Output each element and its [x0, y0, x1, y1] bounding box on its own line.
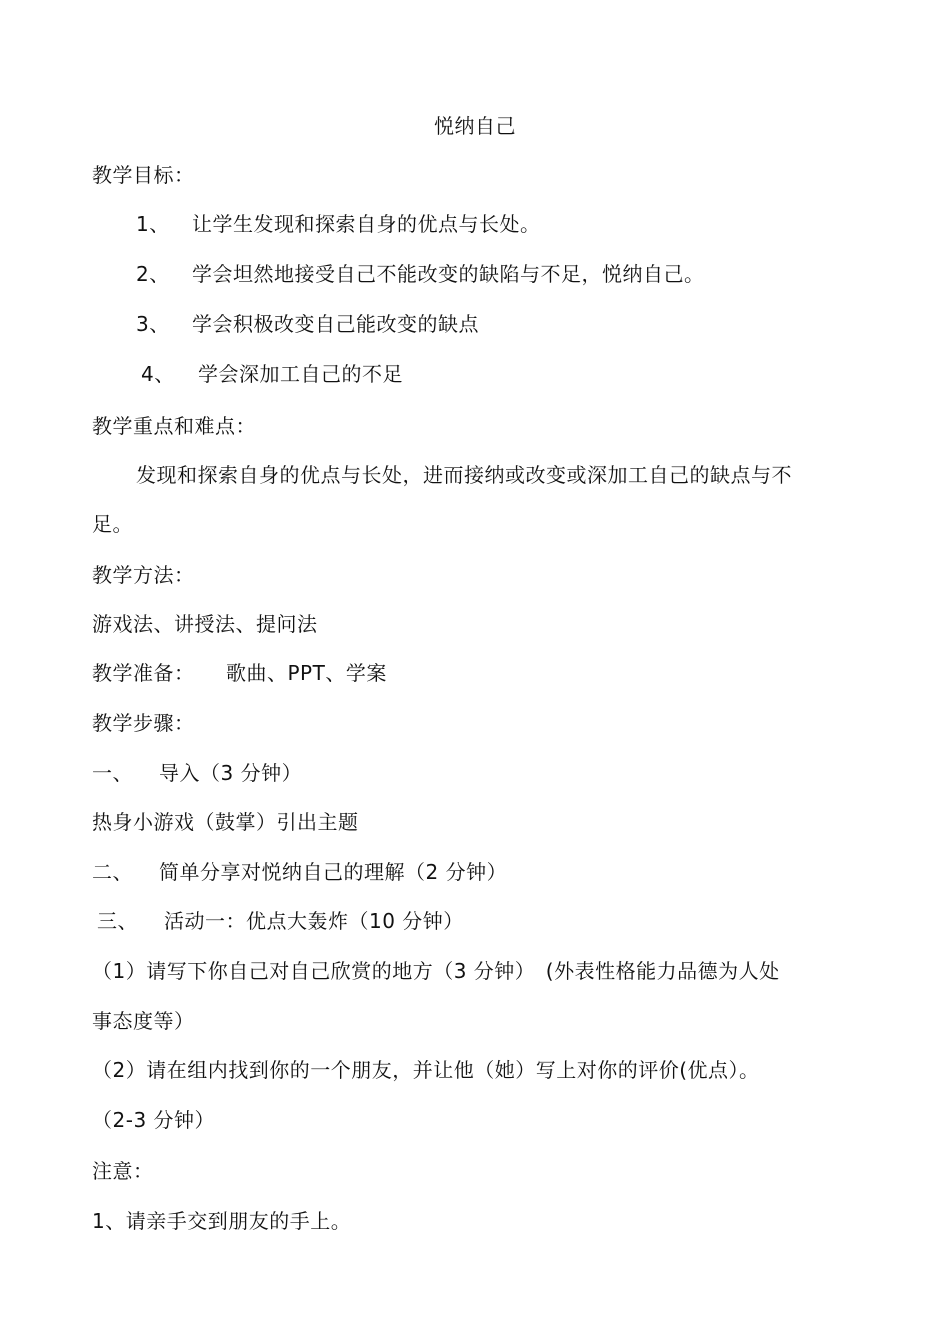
objective-text: 学会积极改变自己能改变的缺点 [192, 312, 479, 336]
note-item: 1、请亲手交到朋友的手上。 [92, 1209, 352, 1233]
activity-instruction: （1）请写下你自己对自己欣赏的地方（3 分钟） (外表性格能力品德为人处 [92, 959, 780, 983]
objective-number: 4、 [141, 362, 175, 386]
objectives-heading: 教学目标： [92, 163, 195, 187]
key-points-heading: 教学重点和难点： [92, 414, 256, 438]
step-text: 活动一：优点大轰炸（10 分钟） [164, 909, 464, 933]
step-number: 一、 [92, 761, 133, 785]
objective-text: 让学生发现和探索自身的优点与长处。 [192, 212, 541, 236]
activity-instruction-continued: 事态度等） [92, 1009, 195, 1033]
objective-number: 3、 [136, 312, 170, 336]
step-text: 简单分享对悦纳自己的理解（2 分钟） [159, 860, 508, 884]
activity-instruction-continued: （2-3 分钟） [92, 1108, 216, 1132]
step-detail: 热身小游戏（鼓掌）引出主题 [92, 810, 359, 834]
preparation-text: 歌曲、PPT、学案 [226, 661, 387, 685]
preparation-label: 教学准备： [92, 661, 195, 685]
objective-text: 学会深加工自己的不足 [198, 362, 403, 386]
document-title: 悦纳自己 [434, 114, 516, 138]
key-points-text: 发现和探索自身的优点与长处，进而接纳或改变或深加工自己的缺点与不 [136, 463, 792, 487]
notes-heading: 注意： [92, 1159, 154, 1183]
step-number: 三、 [97, 909, 138, 933]
methods-text: 游戏法、讲授法、提问法 [92, 612, 318, 636]
objective-text: 学会坦然地接受自己不能改变的缺陷与不足，悦纳自己。 [192, 262, 705, 286]
key-points-text-continued: 足。 [92, 512, 133, 536]
steps-heading: 教学步骤： [92, 711, 195, 735]
objective-number: 1、 [136, 212, 170, 236]
methods-heading: 教学方法： [92, 563, 195, 587]
activity-instruction: （2）请在组内找到你的一个朋友，并让他（她）写上对你的评价(优点）。 [92, 1058, 760, 1082]
objective-number: 2、 [136, 262, 170, 286]
step-text: 导入（3 分钟） [159, 761, 303, 785]
step-number: 二、 [92, 860, 133, 884]
